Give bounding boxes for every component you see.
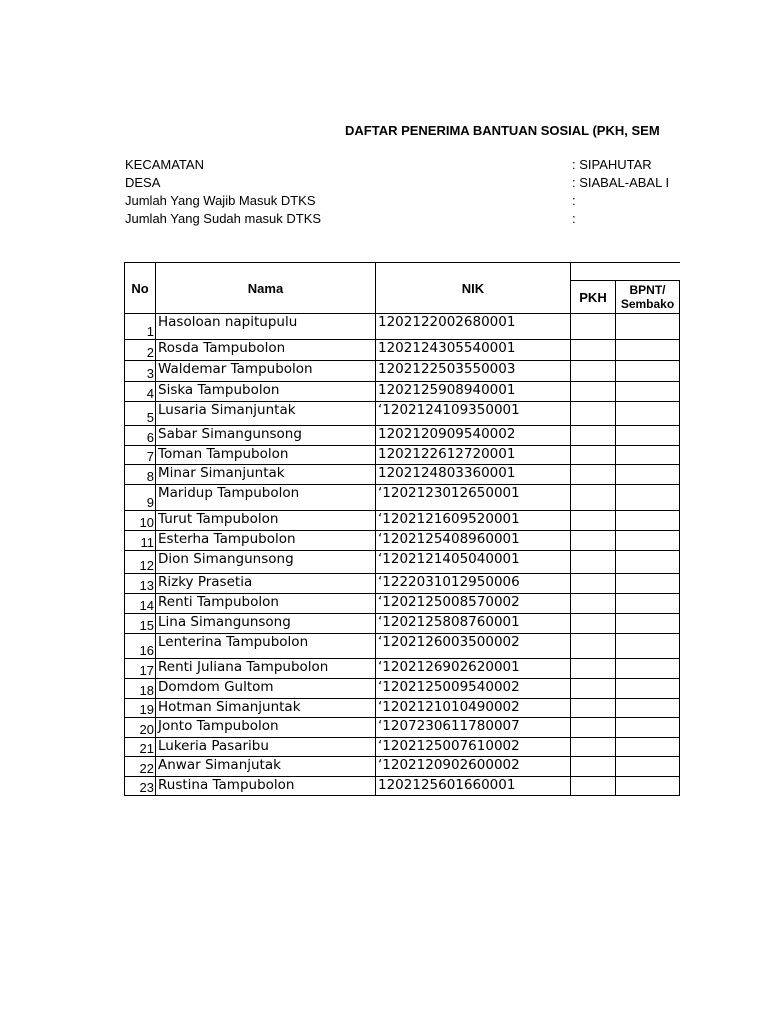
table-row: [125, 485, 681, 511]
row-pkh: [571, 485, 616, 511]
table-row: [125, 446, 681, 465]
table-row: [125, 659, 681, 679]
table-row: [125, 361, 681, 382]
row-extra: [680, 757, 681, 777]
meta-label-desa: DESA: [125, 175, 161, 190]
row-nik: ‘1202125009540002: [376, 679, 571, 699]
row-no: 11: [125, 531, 156, 551]
row-no: 9: [125, 485, 156, 511]
row-pkh: [571, 757, 616, 777]
header-nama: Nama: [156, 263, 376, 314]
row-no: 6: [125, 426, 156, 446]
row-bpnt: [616, 777, 680, 796]
header-bpnt-line1: BPNT/: [629, 283, 666, 297]
row-extra: [680, 361, 681, 382]
row-nik: ‘1207230611780007: [376, 718, 571, 738]
row-no: 13: [125, 574, 156, 594]
row-pkh: [571, 402, 616, 426]
row-bpnt: [616, 340, 680, 361]
row-bpnt: [616, 465, 680, 485]
row-no: 12: [125, 551, 156, 574]
row-nik: 1202125908940001: [376, 382, 571, 402]
table-row: [125, 614, 681, 634]
header-extra: [680, 281, 681, 314]
header-nik: NIK: [376, 263, 571, 314]
row-nik: ‘1202125808760001: [376, 614, 571, 634]
row-nama: Maridup Tampubolon: [156, 485, 376, 511]
row-pkh: [571, 511, 616, 531]
row-no: 16: [125, 634, 156, 659]
row-bpnt: [616, 738, 680, 757]
table-row: [125, 340, 681, 361]
table-row: [125, 511, 681, 531]
row-extra: [680, 551, 681, 574]
row-extra: [680, 402, 681, 426]
row-nama: Lukeria Pasaribu: [156, 738, 376, 757]
table-row: [125, 314, 681, 340]
row-bpnt: [616, 361, 680, 382]
table-row: [125, 757, 681, 777]
row-pkh: [571, 679, 616, 699]
row-pkh: [571, 574, 616, 594]
row-extra: [680, 738, 681, 757]
row-extra: [680, 699, 681, 718]
row-nama: Hasoloan napitupulu: [156, 314, 376, 340]
row-nik: ‘1202126003500002: [376, 634, 571, 659]
row-nik: 1202125601660001: [376, 777, 571, 796]
row-nama: Renti Juliana Tampubolon: [156, 659, 376, 679]
row-bpnt: [616, 314, 680, 340]
row-bpnt: [616, 382, 680, 402]
row-no: 8: [125, 465, 156, 485]
row-bpnt: [616, 574, 680, 594]
row-pkh: [571, 614, 616, 634]
table-row: [125, 594, 681, 614]
table-row: [125, 679, 681, 699]
header-no: No: [125, 263, 156, 314]
row-nik: ‘1202125008570002: [376, 594, 571, 614]
row-no: 22: [125, 757, 156, 777]
row-nama: Esterha Tampubolon: [156, 531, 376, 551]
row-nik: ‘1202123012650001: [376, 485, 571, 511]
row-pkh: [571, 340, 616, 361]
row-nik: ‘1202126902620001: [376, 659, 571, 679]
row-extra: [680, 679, 681, 699]
row-nama: Lina Simangunsong: [156, 614, 376, 634]
row-no: 3: [125, 361, 156, 382]
row-extra: [680, 531, 681, 551]
table-row: [125, 402, 681, 426]
table-body: [125, 314, 681, 796]
row-pkh: [571, 738, 616, 757]
row-nama: Rosda Tampubolon: [156, 340, 376, 361]
table-row: [125, 574, 681, 594]
header-pkh: PKH: [571, 281, 616, 314]
row-extra: [680, 314, 681, 340]
table-row: [125, 718, 681, 738]
row-nik: ‘1202121010490002: [376, 699, 571, 718]
row-nama: Hotman Simanjuntak: [156, 699, 376, 718]
row-bpnt: [616, 485, 680, 511]
row-bpnt: [616, 426, 680, 446]
meta-value-wajib-dtks: :: [572, 193, 576, 208]
row-no: 21: [125, 738, 156, 757]
row-bpnt: [616, 699, 680, 718]
row-extra: [680, 340, 681, 361]
row-nama: Jonto Tampubolon: [156, 718, 376, 738]
row-pkh: [571, 551, 616, 574]
row-nama: Rizky Prasetia: [156, 574, 376, 594]
row-pkh: [571, 446, 616, 465]
row-nik: ‘1202120902600002: [376, 757, 571, 777]
row-nama: Siska Tampubolon: [156, 382, 376, 402]
row-bpnt: [616, 511, 680, 531]
row-pkh: [571, 531, 616, 551]
row-nama: Sabar Simangunsong: [156, 426, 376, 446]
row-pkh: [571, 314, 616, 340]
row-nama: Rustina Tampubolon: [156, 777, 376, 796]
meta-value-sudah-dtks: :: [572, 211, 576, 226]
row-nik: ‘1202125408960001: [376, 531, 571, 551]
row-bpnt: [616, 757, 680, 777]
row-extra: [680, 594, 681, 614]
row-no: 15: [125, 614, 156, 634]
table-row: [125, 699, 681, 718]
row-nik: 1202122503550003: [376, 361, 571, 382]
row-nik: 1202120909540002: [376, 426, 571, 446]
row-extra: [680, 485, 681, 511]
row-bpnt: [616, 659, 680, 679]
row-no: 2: [125, 340, 156, 361]
row-no: 20: [125, 718, 156, 738]
row-no: 7: [125, 446, 156, 465]
row-no: 1: [125, 314, 156, 340]
row-bpnt: [616, 718, 680, 738]
row-pkh: [571, 659, 616, 679]
row-extra: [680, 659, 681, 679]
row-nama: Waldemar Tampubolon: [156, 361, 376, 382]
row-nama: Toman Tampubolon: [156, 446, 376, 465]
row-bpnt: [616, 594, 680, 614]
row-pkh: [571, 718, 616, 738]
row-bpnt: [616, 551, 680, 574]
row-extra: [680, 426, 681, 446]
document-title: DAFTAR PENERIMA BANTUAN SOSIAL (PKH, SEM: [345, 123, 660, 138]
row-no: 10: [125, 511, 156, 531]
row-extra: [680, 446, 681, 465]
row-extra: [680, 718, 681, 738]
row-no: 14: [125, 594, 156, 614]
row-extra: [680, 382, 681, 402]
row-nama: Renti Tampubolon: [156, 594, 376, 614]
table-row: [125, 426, 681, 446]
row-pkh: [571, 426, 616, 446]
row-nama: Minar Simanjuntak: [156, 465, 376, 485]
row-nik: ‘1202121405040001: [376, 551, 571, 574]
row-no: 17: [125, 659, 156, 679]
row-bpnt: [616, 531, 680, 551]
header-bpnt-sembako: [616, 281, 680, 314]
row-bpnt: [616, 614, 680, 634]
row-nama: Lenterina Tampubolon: [156, 634, 376, 659]
row-nik: 1202124305540001: [376, 340, 571, 361]
row-no: 18: [125, 679, 156, 699]
row-pkh: [571, 361, 616, 382]
row-pkh: [571, 594, 616, 614]
table-row: [125, 634, 681, 659]
row-nik: ‘1202124109350001: [376, 402, 571, 426]
row-no: 5: [125, 402, 156, 426]
row-nama: Domdom Gultom: [156, 679, 376, 699]
table-row: [125, 465, 681, 485]
table-row: [125, 531, 681, 551]
row-nik: ‘1202121609520001: [376, 511, 571, 531]
table-row: [125, 551, 681, 574]
row-nik: ‘1202125007610002: [376, 738, 571, 757]
table-row: [125, 382, 681, 402]
row-extra: [680, 777, 681, 796]
row-pkh: [571, 634, 616, 659]
meta-value-kecamatan: : SIPAHUTAR: [572, 157, 652, 172]
header-program-group: [571, 263, 681, 281]
row-pkh: [571, 699, 616, 718]
row-nik: ‘1222031012950006: [376, 574, 571, 594]
row-bpnt: [616, 679, 680, 699]
row-no: 4: [125, 382, 156, 402]
meta-label-sudah-dtks: Jumlah Yang Sudah masuk DTKS: [125, 211, 322, 226]
row-pkh: [571, 382, 616, 402]
row-nama: Dion Simangunsong: [156, 551, 376, 574]
meta-value-desa: : SIABAL-ABAL I: [572, 175, 670, 190]
row-nik: 1202122002680001: [376, 314, 571, 340]
row-bpnt: [616, 402, 680, 426]
row-nama: Anwar Simanjutak: [156, 757, 376, 777]
row-extra: [680, 574, 681, 594]
row-pkh: [571, 465, 616, 485]
meta-label-kecamatan: KECAMATAN: [125, 157, 204, 172]
row-pkh: [571, 777, 616, 796]
row-nik: 1202122612720001: [376, 446, 571, 465]
table-row: [125, 738, 681, 757]
row-extra: [680, 614, 681, 634]
table-row: [125, 777, 681, 796]
row-extra: [680, 634, 681, 659]
row-nama: Lusaria Simanjuntak: [156, 402, 376, 426]
row-bpnt: [616, 446, 680, 465]
meta-label-wajib-dtks: Jumlah Yang Wajib Masuk DTKS: [125, 193, 316, 208]
recipient-table: [124, 262, 680, 796]
row-no: 19: [125, 699, 156, 718]
header-bpnt-line2: Sembako: [620, 297, 675, 311]
row-no: 23: [125, 777, 156, 796]
row-extra: [680, 511, 681, 531]
row-nama: Turut Tampubolon: [156, 511, 376, 531]
row-bpnt: [616, 634, 680, 659]
row-extra: [680, 465, 681, 485]
row-nik: 1202124803360001: [376, 465, 571, 485]
